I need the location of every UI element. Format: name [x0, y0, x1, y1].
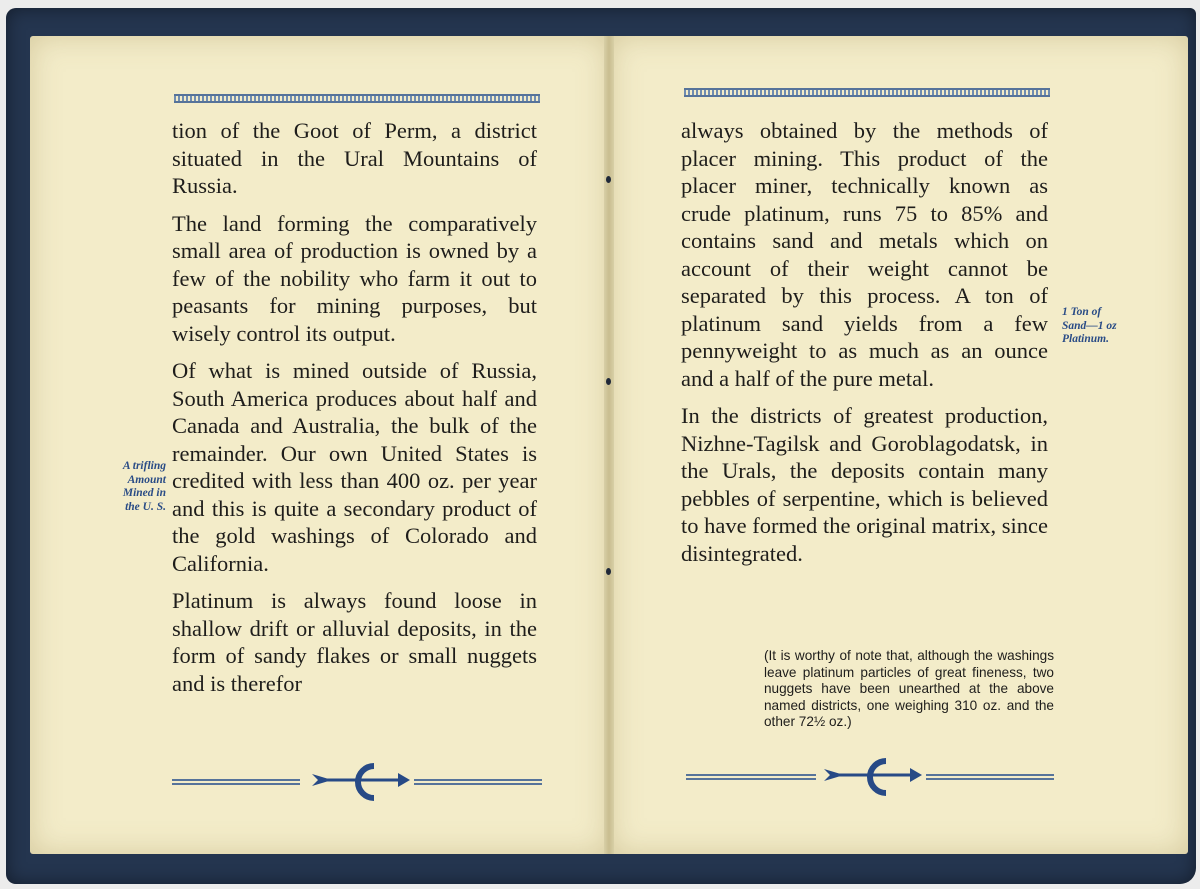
margin-note-line: Amount	[127, 473, 166, 486]
margin-note-line: 1 Ton of	[1062, 306, 1102, 318]
paragraph: tion of the Goot of Perm, a district situated in the Ural Mountains of Russia.	[172, 118, 537, 198]
paragraph: In the districts of greatest production, Nizhne-Tagilsk and Goroblagodatsk, in the Urals, the deposits contain many pebbles of serpentine, which is believed to have formed the original matrix, since disintegrated.	[681, 403, 1048, 566]
margin-note-left	[86, 460, 166, 514]
footnote: (It is worthy of note that, although the washings leave platinum particles of great fineness, two nuggets have been unearthed at the above named districts, one weighing 310 oz. and the other 72½ oz.)	[764, 648, 1054, 729]
margin-note-line: A trifling	[122, 460, 166, 472]
arrow-ornament-icon	[684, 755, 1058, 801]
margin-note-right	[1062, 306, 1144, 347]
margin-note-line: Platinum.	[1062, 333, 1109, 345]
left-page-body	[172, 117, 537, 707]
paragraph: Platinum is always found loose in shallow drift or alluvial deposits, in the form of sandy flakes or small nuggets and is therefor	[172, 588, 537, 696]
binding-stitch	[606, 378, 611, 385]
book-gutter	[604, 36, 614, 854]
paragraph: always obtained by the methods of placer mining. This product of the placer miner, technically known as crude platinum, runs 75 to 85% and contains sand and metals which on account of their weight cannot be separated by this process. A ton of platinum sand yields from a few pennyweight to as much as an ounce and a half of the pure metal.	[681, 118, 1048, 391]
binding-stitch	[606, 176, 611, 183]
margin-note-line: Mined in	[122, 487, 166, 499]
top-rule-right	[684, 88, 1050, 97]
arrow-ornament-icon	[170, 760, 544, 806]
paragraph: Of what is mined outside of Russia, South America produces about half and Canada and Australia, the bulk of the remainder. Our own United States is credited with less than 400 oz. per year and this is quite a secondary product of the gold washings of Colorado and California.	[172, 358, 537, 576]
margin-note-line: Sand—1 oz	[1062, 319, 1117, 332]
right-page-body	[681, 117, 1048, 577]
binding-stitch	[606, 568, 611, 575]
margin-note-line: the U. S.	[125, 500, 166, 513]
paragraph: The land forming the comparatively small area of production is owned by a few of the nobility who farm it out to peasants for mining purposes, but wisely control its output.	[172, 210, 537, 346]
top-rule-left	[174, 94, 540, 103]
